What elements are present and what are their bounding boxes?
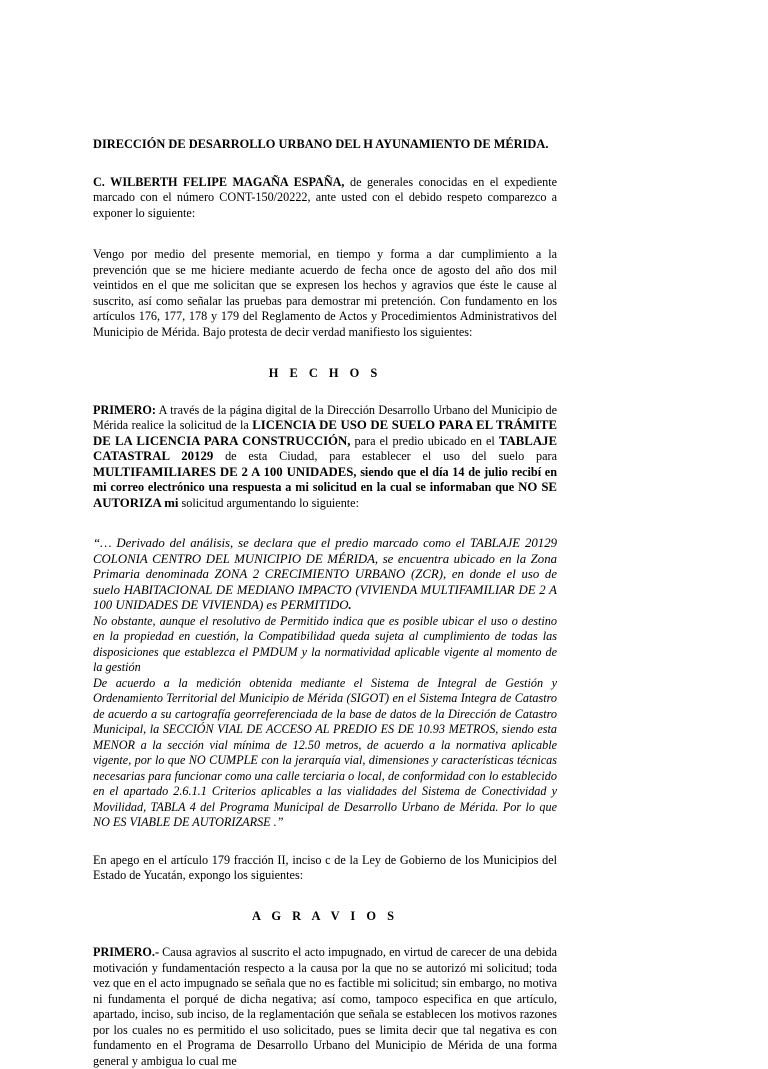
agravios-title: A G R A V I O S xyxy=(252,908,398,923)
hechos-bold-no-autoriza: NO SE AUTORIZA mi xyxy=(93,480,557,510)
agravios-text: Causa agravios al suscrito el acto impugnado, en virtud de carecer de una debida motivación y fundamentación respecto a la causa por la que no se autorizó mi solicitud; toda vez que en el acto impugnado se señala que no es factible mi solicitud; sin embargo, no motiva ni fundamenta el porqué de dicha negativa; así como, tampoco especifica en que artículo, apartado, inciso, sub inciso, de la reglamentación que señala se establecen los motivos razones por los cuales no es permitido el uso solicitado, pues se limita decir que tal negativa es con fundamento en el Programa de Desarrollo Urbano del Municipio de Mérida de una forma general y ambigua lo cual me xyxy=(93,945,557,1068)
hechos-bold-license: LICENCIA DE USO DE SUELO PARA EL TRÁMITE DE LA LICENCIA PARA CONSTRUCCIÓN, xyxy=(93,418,557,448)
hechos-text-1: A través de la página digital de la Dirección Desarrollo Urbano del Municipio de Mérida realice la solicitud de la xyxy=(93,402,557,432)
quote-paragraph-2: No obstante, aunque el resolutivo de Permitido indica que es posible ubicar el uso o destino en la propiedad en cuestión, la Compatibilidad queda sujeta al cumplimiento de todas las disposiciones que establezca el PMDUM y la normatividad aplicable vigente al momento de la gestión xyxy=(93,613,557,674)
hechos-text-4: solicitud argumentando lo siguiente: xyxy=(178,495,359,510)
hechos-bold-response: , siendo que el día 14 de julio recibí en mi correo electrónico una respuesta a mi solicitud en la cual se informaban que xyxy=(93,464,557,494)
quote-paragraph-3: De acuerdo a la medición obtenida mediante el Sistema de Integral de Gestión y Ordenamiento Territorial del Municipio de Mérida (SIGOT) en el Sistema Integra de Catastro de acuerdo a su cartografía georreferenciada de la base de datos de la Dirección de Catastro Municipal, la SECCIÓN VIAL DE ACCESO AL PREDIO ES DE 10.93 METROS, siendo esta MENOR a la sección vial mínima de 12.50 metros, de acuerdo a la normativa aplicable vigente, por lo que NO CUMPLE con la jerarquía vial, dimensiones y características técnicas necesarias para funcionar como una calle terciaria o local, de conformidad con lo establecido en el apartado 2.6.1.1 Criterios aplicables a las vialidades del Sistema de Conectividad y Movilidad, TABLA 4 del Programa Municipal de Desarrollo Urbano de Mérida. Por lo que NO ES VIABLE DE AUTORIZARSE .” xyxy=(93,675,557,829)
agravios-primero-label: PRIMERO.- xyxy=(93,945,160,959)
greeting-paragraph xyxy=(93,175,557,222)
apego-paragraph: En apego en el artículo 179 fracción II, inciso c de la Ley de Gobierno de los Municipios del Estado de Yucatán, expongo los siguientes: xyxy=(93,852,557,882)
document-heading: DIRECCIÓN DE DESARROLLO URBANO DEL H AYUNAMIENTO DE MÉRIDA. xyxy=(93,137,549,151)
quote-paragraph-1 xyxy=(93,536,557,614)
hechos-primero-paragraph xyxy=(93,403,557,512)
hechos-title: H E C H O S xyxy=(268,366,382,380)
hechos-bold-multifamiliares: MULTIFAMILIARES DE 2 A 100 UNIDADES xyxy=(93,464,354,479)
document-body xyxy=(93,137,557,1069)
petitioner-name: C. WILBERTH FELIPE MAGAÑA ESPAÑA, xyxy=(93,174,345,189)
greeting-text: de generales conocidas en el expediente marcado con el número CONT-150/20222, ante usted con el debido respeto comparezco a exponer lo siguiente: xyxy=(93,174,557,220)
quote-text-1: “… Derivado del análisis, se declara que el predio marcado como el TABLAJE 20129 COLONIA CENTRO DEL MUNICIPIO DE MÉRIDA, se encuentra ubicado en la Zona Primaria denominada ZONA 2 CRECIMIENTO URBANO (ZCR), en donde el uso de suelo HABITACIONAL DE MEDIANO IMPACTO (VIVIENDA MULTIFAMILIAR DE 2 A 100 UNIDADES DE VIVIENDA) es PERMITIDO xyxy=(93,536,557,612)
quoted-resolution xyxy=(93,536,557,831)
intro-paragraph: Vengo por medio del presente memorial, en tiempo y forma a dar cumplimiento a la prevención que se me hiciere mediante acuerdo de fecha once de agosto del año dos mil veintidos en el que me solicitan que se expresen los hechos y agravios que éste le cause al suscrito, así como señalar las pruebas para demostrar mi pretención. Con fundamento en los artículos 176, 177, 178 y 179 del Reglamento de Actos y Procedimientos Administrativos del Municipio de Mérida. Bajo protesta de decir verdad manifiesto los siguientes: xyxy=(93,247,557,339)
hechos-text-3: de esta Ciudad, para establecer el uso del suelo para xyxy=(213,449,557,463)
hechos-text-2: para el predio ubicado en el xyxy=(350,433,499,448)
hechos-bold-tablaje: TABLAJE CATASTRAL 20129 xyxy=(93,433,557,463)
hechos-primero-label: PRIMERO: xyxy=(93,402,156,417)
quote-period: . xyxy=(348,598,352,612)
agravios-primero-paragraph xyxy=(93,945,557,1069)
